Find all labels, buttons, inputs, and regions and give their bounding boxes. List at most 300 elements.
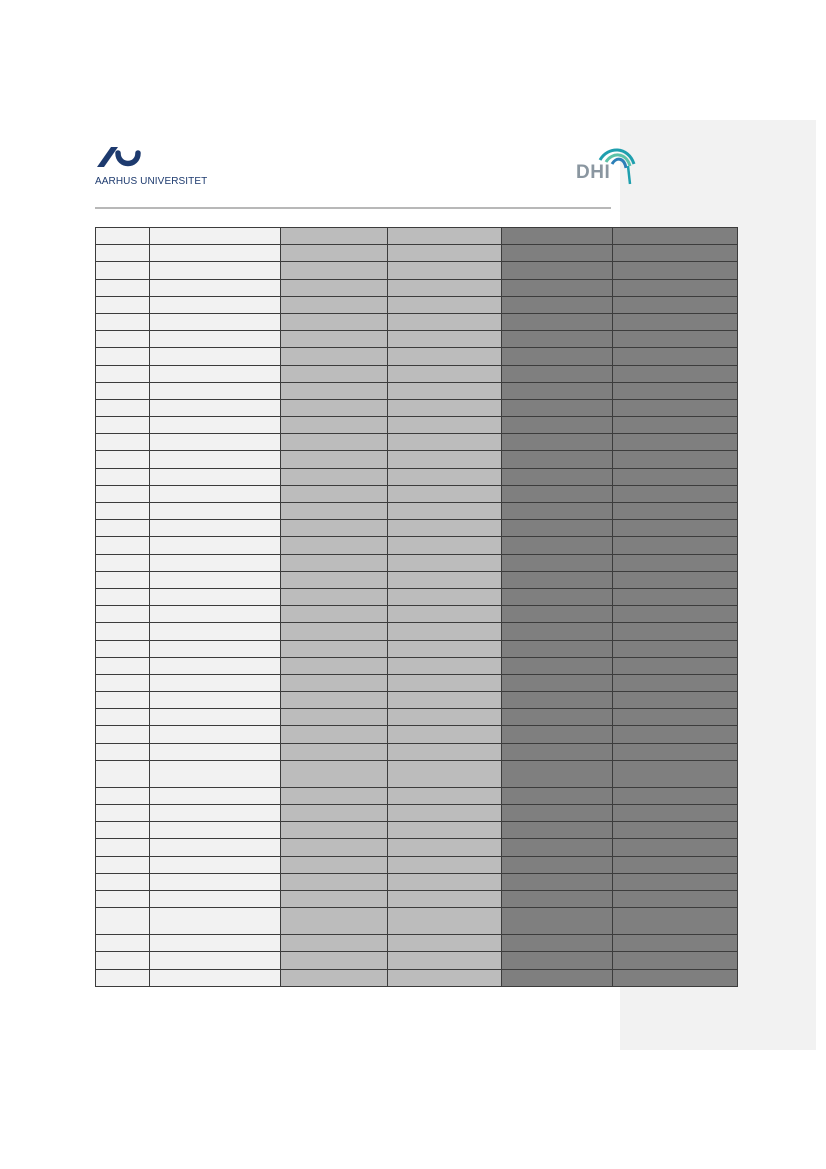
- table-cell: [281, 485, 388, 502]
- table-cell: [150, 743, 281, 760]
- table-cell: [388, 969, 502, 986]
- table-cell: [502, 296, 613, 313]
- table-cell: [613, 296, 738, 313]
- table-cell: [150, 503, 281, 520]
- table-cell: [613, 760, 738, 787]
- table-cell: [96, 674, 150, 691]
- table-cell: [281, 279, 388, 296]
- table-cell: [96, 873, 150, 890]
- table-cell: [96, 262, 150, 279]
- table-cell: [388, 434, 502, 451]
- table-cell: [388, 640, 502, 657]
- table-cell: [502, 760, 613, 787]
- table-cell: [502, 787, 613, 804]
- table-cell: [388, 692, 502, 709]
- table-cell: [502, 674, 613, 691]
- table-row: [96, 709, 738, 726]
- table-cell: [96, 503, 150, 520]
- table-cell: [281, 606, 388, 623]
- table-cell: [96, 296, 150, 313]
- table-cell: [150, 787, 281, 804]
- table-cell: [388, 657, 502, 674]
- table-cell: [281, 856, 388, 873]
- table-cell: [96, 935, 150, 952]
- table-cell: [281, 969, 388, 986]
- table-cell: [150, 468, 281, 485]
- table-cell: [388, 279, 502, 296]
- table-cell: [150, 952, 281, 969]
- table-cell: [281, 434, 388, 451]
- table-cell: [281, 692, 388, 709]
- table-cell: [613, 822, 738, 839]
- table-cell: [502, 873, 613, 890]
- au-mark-icon: [95, 144, 141, 168]
- table-cell: [281, 787, 388, 804]
- table-cell: [502, 822, 613, 839]
- table-body: [96, 228, 738, 987]
- table-cell: [613, 726, 738, 743]
- table-row: [96, 726, 738, 743]
- table-row: [96, 554, 738, 571]
- table-row: [96, 262, 738, 279]
- table-cell: [613, 520, 738, 537]
- table-cell: [613, 365, 738, 382]
- table-cell: [281, 382, 388, 399]
- table-cell: [150, 873, 281, 890]
- table-cell: [281, 262, 388, 279]
- table-cell: [388, 520, 502, 537]
- table-cell: [502, 485, 613, 502]
- table-cell: [281, 674, 388, 691]
- table-cell: [613, 417, 738, 434]
- table-cell: [96, 692, 150, 709]
- table-cell: [388, 760, 502, 787]
- table-row: [96, 873, 738, 890]
- table-cell: [150, 365, 281, 382]
- table-cell: [96, 839, 150, 856]
- table-cell: [388, 805, 502, 822]
- table-cell: [281, 657, 388, 674]
- table-cell: [613, 554, 738, 571]
- table-cell: [150, 640, 281, 657]
- table-cell: [502, 348, 613, 365]
- table-cell: [281, 805, 388, 822]
- table-cell: [96, 588, 150, 605]
- table-cell: [96, 348, 150, 365]
- table-cell: [388, 674, 502, 691]
- table-cell: [96, 856, 150, 873]
- table-row: [96, 952, 738, 969]
- table-cell: [502, 399, 613, 416]
- table-cell: [613, 485, 738, 502]
- table-cell: [281, 554, 388, 571]
- table-cell: [96, 623, 150, 640]
- table-cell: [281, 399, 388, 416]
- table-cell: [502, 331, 613, 348]
- table-row: [96, 468, 738, 485]
- table-cell: [388, 228, 502, 245]
- table-cell: [281, 588, 388, 605]
- table-row: [96, 365, 738, 382]
- table-cell: [613, 606, 738, 623]
- table-cell: [150, 657, 281, 674]
- table-cell: [613, 657, 738, 674]
- table-cell: [388, 331, 502, 348]
- table-cell: [388, 537, 502, 554]
- table-row: [96, 674, 738, 691]
- table-cell: [150, 313, 281, 330]
- table-cell: [281, 709, 388, 726]
- table-cell: [150, 485, 281, 502]
- table-cell: [388, 262, 502, 279]
- table-cell: [613, 382, 738, 399]
- table-row: [96, 856, 738, 873]
- table-row: [96, 743, 738, 760]
- table-cell: [281, 760, 388, 787]
- table-cell: [388, 856, 502, 873]
- table-cell: [281, 726, 388, 743]
- table-row: [96, 571, 738, 588]
- table-cell: [281, 228, 388, 245]
- table-cell: [388, 571, 502, 588]
- table-row: [96, 839, 738, 856]
- table-cell: [388, 935, 502, 952]
- table-cell: [388, 952, 502, 969]
- table-cell: [502, 908, 613, 935]
- table-row: [96, 606, 738, 623]
- table-cell: [96, 822, 150, 839]
- table-cell: [150, 588, 281, 605]
- dhi-logo: [576, 148, 640, 188]
- table-cell: [502, 640, 613, 657]
- table-cell: [613, 873, 738, 890]
- table-cell: [388, 468, 502, 485]
- table-cell: [502, 382, 613, 399]
- table-cell: [281, 537, 388, 554]
- table-cell: [502, 839, 613, 856]
- table-cell: [281, 313, 388, 330]
- table-row: [96, 417, 738, 434]
- table-cell: [613, 245, 738, 262]
- table-cell: [502, 657, 613, 674]
- table-cell: [613, 805, 738, 822]
- table-cell: [96, 279, 150, 296]
- table-cell: [281, 331, 388, 348]
- table-cell: [281, 503, 388, 520]
- table-cell: [150, 417, 281, 434]
- table-cell: [613, 279, 738, 296]
- table-cell: [613, 331, 738, 348]
- table-cell: [150, 709, 281, 726]
- table-cell: [96, 908, 150, 935]
- table-row: [96, 623, 738, 640]
- table-cell: [613, 952, 738, 969]
- table-cell: [502, 726, 613, 743]
- table-cell: [150, 935, 281, 952]
- table-cell: [150, 726, 281, 743]
- table-row: [96, 434, 738, 451]
- table-cell: [502, 228, 613, 245]
- table-cell: [96, 313, 150, 330]
- table-cell: [388, 451, 502, 468]
- table-cell: [502, 805, 613, 822]
- table-cell: [96, 726, 150, 743]
- table-cell: [502, 935, 613, 952]
- table-cell: [150, 520, 281, 537]
- dhi-logo-text: DHI: [576, 162, 611, 183]
- table-cell: [150, 331, 281, 348]
- table-cell: [96, 657, 150, 674]
- table-cell: [613, 262, 738, 279]
- table-cell: [613, 692, 738, 709]
- table-cell: [388, 588, 502, 605]
- table-cell: [150, 228, 281, 245]
- table-cell: [96, 743, 150, 760]
- table-cell: [96, 952, 150, 969]
- table-row: [96, 313, 738, 330]
- table-cell: [281, 935, 388, 952]
- table-cell: [502, 969, 613, 986]
- table-cell: [502, 743, 613, 760]
- table-cell: [281, 873, 388, 890]
- table-cell: [613, 890, 738, 907]
- table-cell: [502, 313, 613, 330]
- table-cell: [150, 674, 281, 691]
- table-cell: [502, 709, 613, 726]
- table-cell: [281, 623, 388, 640]
- table-cell: [502, 554, 613, 571]
- table-cell: [613, 908, 738, 935]
- data-table: [95, 227, 738, 987]
- table-cell: [96, 640, 150, 657]
- table-cell: [502, 537, 613, 554]
- table-cell: [388, 399, 502, 416]
- table-cell: [388, 313, 502, 330]
- table-row: [96, 348, 738, 365]
- table-cell: [150, 348, 281, 365]
- table-row: [96, 382, 738, 399]
- table-cell: [150, 908, 281, 935]
- table-cell: [502, 503, 613, 520]
- table-cell: [96, 434, 150, 451]
- table-cell: [388, 365, 502, 382]
- table-cell: [613, 468, 738, 485]
- table-cell: [388, 873, 502, 890]
- table-cell: [613, 787, 738, 804]
- table-cell: [388, 503, 502, 520]
- table-cell: [281, 245, 388, 262]
- table-row: [96, 640, 738, 657]
- table-cell: [388, 348, 502, 365]
- table-cell: [502, 890, 613, 907]
- table-cell: [613, 537, 738, 554]
- table-row: [96, 399, 738, 416]
- aarhus-university-logo: [95, 144, 141, 168]
- table-cell: [150, 760, 281, 787]
- table-row: [96, 760, 738, 787]
- table-cell: [388, 890, 502, 907]
- table-row: [96, 588, 738, 605]
- table-cell: [150, 262, 281, 279]
- table-cell: [502, 434, 613, 451]
- table-cell: [613, 571, 738, 588]
- table-cell: [281, 952, 388, 969]
- table-cell: [150, 434, 281, 451]
- table-cell: [388, 839, 502, 856]
- table-row: [96, 503, 738, 520]
- table-cell: [150, 296, 281, 313]
- table-cell: [502, 623, 613, 640]
- table-row: [96, 908, 738, 935]
- table-cell: [388, 726, 502, 743]
- table-cell: [613, 856, 738, 873]
- table-cell: [96, 468, 150, 485]
- table-cell: [96, 805, 150, 822]
- table-cell: [388, 296, 502, 313]
- table-row: [96, 822, 738, 839]
- table-cell: [281, 743, 388, 760]
- table-cell: [96, 554, 150, 571]
- table-cell: [613, 434, 738, 451]
- table-cell: [613, 451, 738, 468]
- table-cell: [150, 623, 281, 640]
- table-row: [96, 279, 738, 296]
- table-cell: [96, 485, 150, 502]
- table-cell: [96, 606, 150, 623]
- table-cell: [613, 935, 738, 952]
- table-cell: [96, 365, 150, 382]
- table-cell: [502, 365, 613, 382]
- table-cell: [502, 856, 613, 873]
- table-cell: [96, 451, 150, 468]
- table-row: [96, 296, 738, 313]
- table-row: [96, 692, 738, 709]
- table-cell: [502, 588, 613, 605]
- table-cell: [281, 908, 388, 935]
- table-cell: [96, 787, 150, 804]
- table-cell: [281, 451, 388, 468]
- table-row: [96, 520, 738, 537]
- table-cell: [502, 417, 613, 434]
- table-cell: [150, 537, 281, 554]
- table-cell: [613, 503, 738, 520]
- table-row: [96, 331, 738, 348]
- table-cell: [281, 640, 388, 657]
- table-cell: [613, 969, 738, 986]
- table-cell: [613, 709, 738, 726]
- table-cell: [96, 571, 150, 588]
- table-cell: [502, 606, 613, 623]
- table-cell: [281, 365, 388, 382]
- table-row: [96, 245, 738, 262]
- table-cell: [613, 228, 738, 245]
- table-cell: [502, 262, 613, 279]
- table-cell: [388, 908, 502, 935]
- table-cell: [388, 623, 502, 640]
- table-cell: [150, 856, 281, 873]
- header-divider: [95, 207, 611, 209]
- table-cell: [613, 674, 738, 691]
- table-cell: [388, 787, 502, 804]
- table-cell: [613, 588, 738, 605]
- table-cell: [502, 571, 613, 588]
- table-row: [96, 657, 738, 674]
- table-row: [96, 228, 738, 245]
- table-cell: [281, 571, 388, 588]
- table-cell: [281, 890, 388, 907]
- table-cell: [150, 805, 281, 822]
- table-cell: [150, 839, 281, 856]
- table-cell: [613, 313, 738, 330]
- table-cell: [388, 417, 502, 434]
- table-cell: [388, 606, 502, 623]
- table-cell: [150, 399, 281, 416]
- table-cell: [502, 245, 613, 262]
- table-cell: [150, 451, 281, 468]
- table-cell: [96, 709, 150, 726]
- table-cell: [388, 245, 502, 262]
- table-cell: [613, 839, 738, 856]
- table-cell: [388, 822, 502, 839]
- table-cell: [96, 417, 150, 434]
- table-cell: [150, 822, 281, 839]
- table-cell: [388, 382, 502, 399]
- table-cell: [150, 571, 281, 588]
- table-cell: [96, 969, 150, 986]
- table-cell: [96, 245, 150, 262]
- table-row: [96, 787, 738, 804]
- table-cell: [96, 399, 150, 416]
- table-row: [96, 485, 738, 502]
- table-cell: [281, 417, 388, 434]
- table-cell: [281, 468, 388, 485]
- table-cell: [150, 606, 281, 623]
- table-cell: [281, 520, 388, 537]
- table-cell: [281, 822, 388, 839]
- table-cell: [502, 692, 613, 709]
- table-cell: [502, 520, 613, 537]
- table-cell: [96, 537, 150, 554]
- table-row: [96, 537, 738, 554]
- table-cell: [388, 554, 502, 571]
- table-cell: [96, 760, 150, 787]
- table-row: [96, 969, 738, 986]
- table-cell: [613, 640, 738, 657]
- table-cell: [96, 890, 150, 907]
- table-row: [96, 890, 738, 907]
- table-cell: [96, 228, 150, 245]
- table-cell: [388, 743, 502, 760]
- table-cell: [502, 279, 613, 296]
- table-row: [96, 805, 738, 822]
- table-cell: [388, 485, 502, 502]
- table-cell: [96, 382, 150, 399]
- table-cell: [613, 399, 738, 416]
- table-cell: [613, 623, 738, 640]
- table-cell: [613, 743, 738, 760]
- table-cell: [281, 296, 388, 313]
- table-cell: [281, 839, 388, 856]
- table-cell: [96, 331, 150, 348]
- table-cell: [502, 468, 613, 485]
- table-cell: [281, 348, 388, 365]
- table-cell: [150, 969, 281, 986]
- table-cell: [150, 279, 281, 296]
- table-cell: [150, 245, 281, 262]
- table-cell: [96, 520, 150, 537]
- table-cell: [150, 554, 281, 571]
- university-name: AARHUS UNIVERSITET: [95, 176, 208, 187]
